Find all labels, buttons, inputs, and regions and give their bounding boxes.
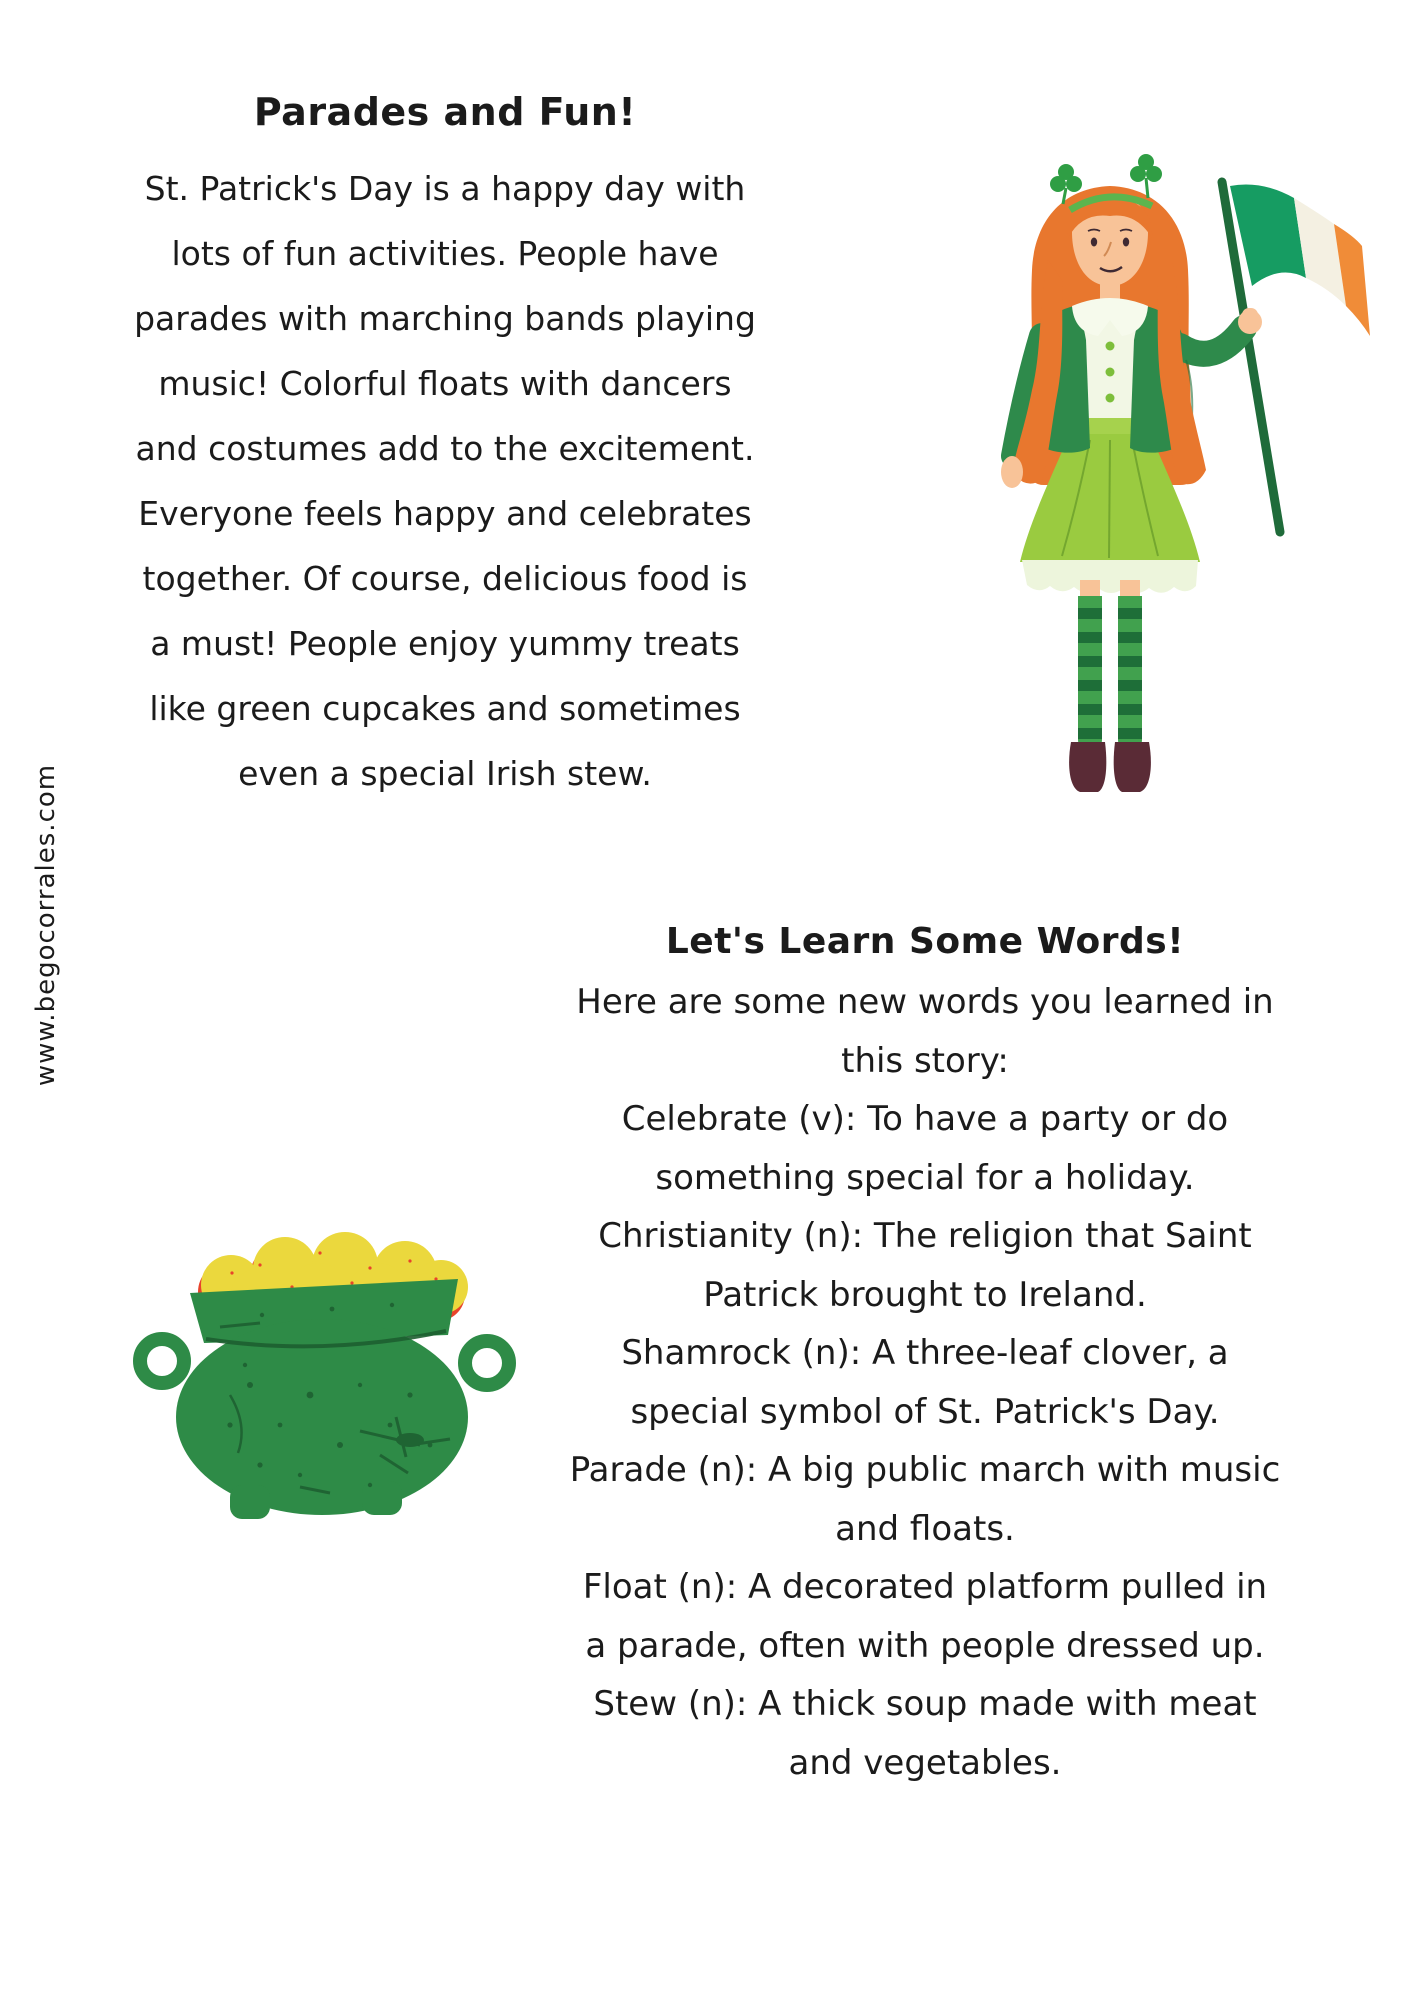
vocab-line: special symbol of St. Patrick's Day. (630, 1391, 1220, 1432)
vocab-line: Celebrate (v): To have a party or do (621, 1099, 1229, 1139)
vocab-line: Parade (n): A big public march with music (569, 1450, 1281, 1490)
story-line: a must! People enjoy yummy treats (150, 624, 740, 663)
irish-flag-icon (1222, 182, 1370, 532)
story-line: Everyone feels happy and celebrates (138, 494, 752, 533)
watermark: www.begocorrales.com (31, 763, 61, 1087)
vocab-line: Here are some new words you learned in (576, 982, 1274, 1022)
story-line: together. Of course, delicious food is (142, 559, 748, 598)
story-line: lots of fun activities. People have (171, 234, 719, 273)
vocab-line: Float (n): A decorated platform pulled in (582, 1567, 1268, 1607)
girl-illustration (950, 140, 1370, 810)
vocab-section (520, 920, 1330, 1792)
story-line: music! Colorful floats with dancers (158, 364, 732, 403)
story-line: like green cupcakes and sometimes (149, 689, 741, 728)
pot-of-gold-illustration (110, 1223, 520, 1525)
vocab-line: Shamrock (n): A three-leaf clover, a (621, 1333, 1229, 1373)
vocab-line: something special for a holiday. (655, 1157, 1195, 1198)
vocab-line: and vegetables. (788, 1742, 1062, 1783)
story-line: St. Patrick's Day is a happy day with (144, 169, 746, 208)
vocab-line: Christianity (n): The religion that Saint (598, 1216, 1252, 1256)
vocab-line: Stew (n): A thick soup made with meat (593, 1684, 1257, 1724)
vocab-line: Patrick brought to Ireland. (703, 1274, 1147, 1315)
vocab-line: and floats. (835, 1508, 1015, 1549)
vocab-list (520, 973, 1330, 1792)
vocab-line: a parade, often with people dressed up. (585, 1625, 1265, 1666)
story-section (100, 90, 790, 806)
story-line: and costumes add to the excitement. (135, 429, 755, 468)
girl-legs (1069, 580, 1151, 792)
story-line: even a special Irish stew. (238, 754, 652, 793)
story-line: parades with marching bands playing (134, 299, 756, 338)
vocab-title: Let's Learn Some Words! (665, 921, 1185, 962)
vocab-line: this story: (841, 1040, 1009, 1081)
story-paragraph (100, 156, 790, 806)
story-title: Parades and Fun! (253, 90, 637, 134)
